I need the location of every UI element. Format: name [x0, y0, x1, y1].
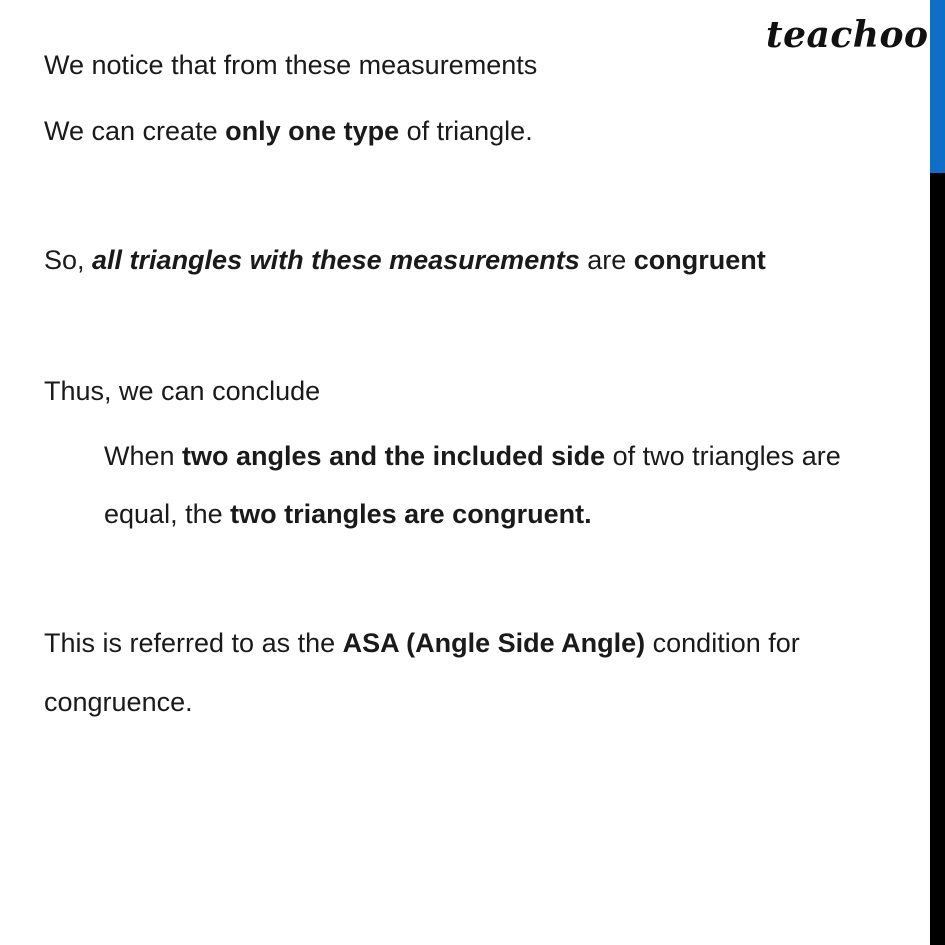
line2-pre: We can create: [44, 116, 226, 146]
text-line-7: [44, 626, 800, 660]
line5-bold: two angles and the included side: [182, 441, 606, 471]
side-bar: [930, 0, 945, 945]
text-line-5: [104, 439, 841, 473]
line8-text: congruence.: [44, 687, 193, 717]
line3-pre: So,: [44, 245, 93, 275]
text-line-6: [104, 497, 592, 531]
line7-post: condition for: [645, 628, 800, 658]
text-line-1: [44, 48, 537, 82]
text-line-4: [44, 374, 320, 408]
line3-bold: congruent: [633, 245, 766, 275]
line2-post: of triangle.: [399, 116, 533, 146]
line6-bold: two triangles are congruent.: [230, 499, 592, 529]
line4-text: Thus, we can conclude: [44, 376, 321, 406]
line7-pre: This is referred to as the: [44, 628, 343, 658]
line6-pre: equal, the: [104, 499, 231, 529]
line1-text: We notice that from these measurements: [44, 50, 538, 80]
text-line-2: [44, 114, 533, 148]
teachoo-logo: teachoo: [766, 14, 929, 56]
line2-bold: only one type: [225, 116, 400, 146]
line7-bold: ASA (Angle Side Angle): [342, 628, 646, 658]
text-line-8: [44, 685, 193, 719]
text-line-3: [44, 243, 766, 277]
side-bar-accent: [930, 0, 945, 173]
line3-mid: are: [579, 245, 634, 275]
line5-post: of two triangles are: [605, 441, 841, 471]
line5-pre: When: [104, 441, 183, 471]
line3-bold-italic: all triangles with these measurements: [92, 245, 580, 275]
